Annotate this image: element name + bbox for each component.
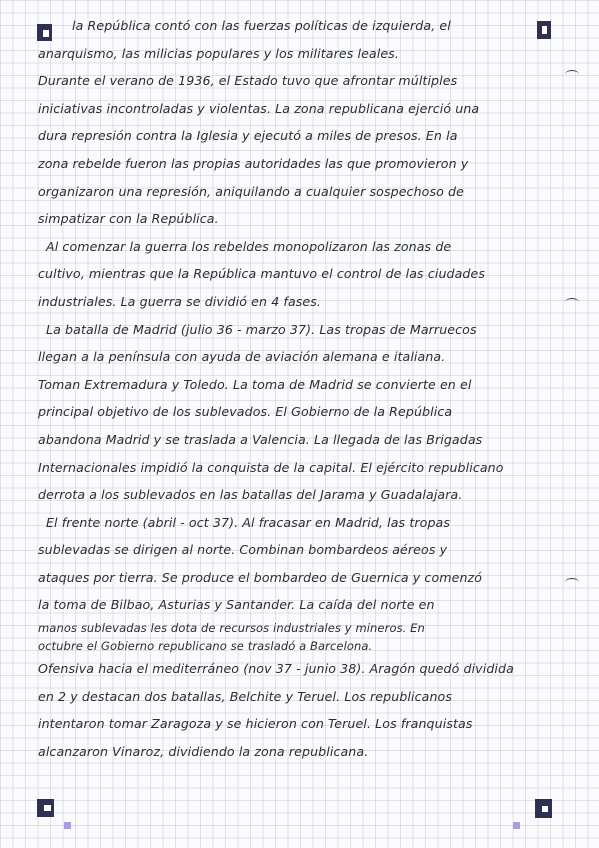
text-line: simpatizar con la República. bbox=[38, 211, 219, 227]
text-line: manos sublevadas les dota de recursos industriales y mineros. En bbox=[38, 621, 425, 636]
text-line: intentaron tomar Zaragoza y se hicieron con Teruel. Los franquistas bbox=[38, 716, 473, 732]
text-line: cultivo, mientras que la República mantuvo el control de las ciudades bbox=[38, 266, 486, 282]
text-line: la República contó con las fuerzas políticas de izquierda, el bbox=[72, 18, 451, 33]
text-line: Ofensiva hacia el mediterráneo (nov 37 - junio 38). Aragón quedó dividida bbox=[38, 661, 514, 677]
text-line: El frente norte (abril - oct 37). Al fracasar en Madrid, las tropas bbox=[46, 514, 451, 530]
text-line: anarquismo, las milicias populares y los militares leales. bbox=[38, 45, 399, 61]
text-line: Al comenzar la guerra los rebeldes monopolizaron las zonas de bbox=[46, 238, 452, 254]
bottom-right-dot bbox=[513, 822, 520, 829]
text-line: organizaron una represión, aniquilando a cualquier sospechoso de bbox=[38, 183, 464, 199]
bottom-right-corner-mark bbox=[535, 799, 552, 818]
text-line: alcanzaron Vinaroz, dividiendo la zona republicana. bbox=[38, 743, 369, 759]
text-line: Durante el verano de 1936, el Estado tuvo que afrontar múltiples bbox=[38, 73, 458, 89]
text-line: industriales. La guerra se dividió en 4 fases. bbox=[38, 293, 322, 309]
margin-arc-mark bbox=[565, 70, 579, 79]
text-line: sublevadas se dirigen al norte. Combinan bombardeos aéreos y bbox=[38, 542, 448, 558]
text-line: Internacionales impidió la conquista de la capital. El ejército republicano bbox=[38, 459, 504, 475]
bottom-left-corner-mark bbox=[37, 799, 54, 817]
text-line: abandona Madrid y se traslada a Valencia. La llegada de las Brigadas bbox=[38, 431, 483, 447]
text-line: Toman Extremadura y Toledo. La toma de Madrid se convierte en el bbox=[38, 376, 472, 392]
text-line: principal objetivo de los sublevados. El Gobierno de la República bbox=[38, 404, 453, 420]
text-line: La batalla de Madrid (julio 36 - marzo 37). Las tropas de Marruecos bbox=[46, 321, 477, 337]
text-line: dura represión contra la Iglesia y ejecutó a miles de presos. En la bbox=[38, 128, 458, 144]
text-line: la toma de Bilbao, Asturias y Santander. La caída del norte en bbox=[38, 597, 435, 613]
text-line: derrota a los sublevados en las batallas del Jarama y Guadalajara. bbox=[38, 487, 463, 503]
text-line: iniciativas incontroladas y violentas. La zona republicana ejerció una bbox=[38, 100, 480, 116]
text-line: zona rebelde fueron las propias autoridades las que promovieron y bbox=[38, 155, 469, 171]
margin-arc-mark bbox=[565, 298, 579, 307]
text-line: en 2 y destacan dos batallas, Belchite y Teruel. Los republicanos bbox=[38, 688, 453, 704]
margin-arc-mark bbox=[565, 578, 579, 587]
bottom-left-dot bbox=[64, 822, 71, 829]
text-line: octubre el Gobierno republicano se trasladó a Barcelona. bbox=[38, 639, 373, 654]
text-line: ataques por tierra. Se produce el bombardeo de Guernica y comenzó bbox=[38, 569, 483, 585]
text-line: llegan a la península con ayuda de aviación alemana e italiana. bbox=[38, 349, 446, 365]
handwritten-notes bbox=[38, 12, 563, 765]
